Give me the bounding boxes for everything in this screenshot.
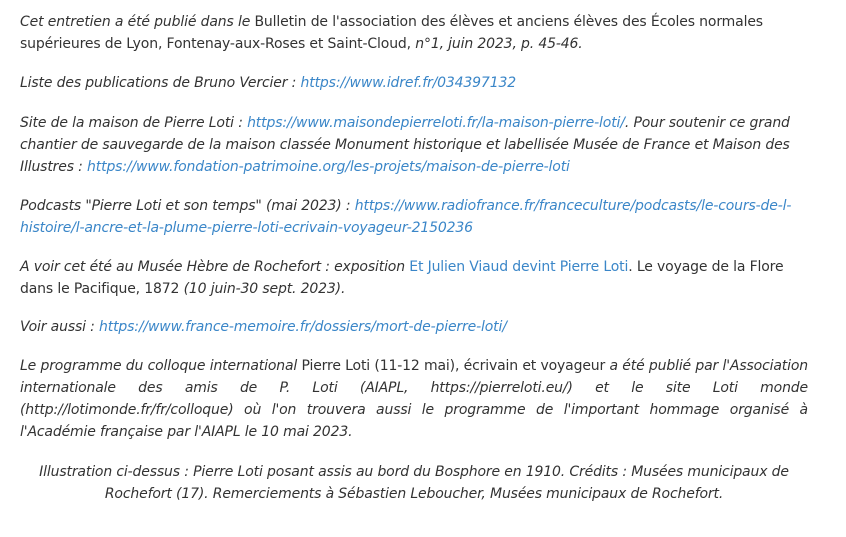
see-also-label: Voir aussi :	[20, 319, 100, 335]
publication-note-ref: n°1, juin 2023, p. 45-46.	[410, 36, 583, 52]
exhibition-dates: (10 juin-30 sept. 2023).	[179, 281, 346, 297]
publications-list-label: Liste des publications de Bruno Vercier :	[20, 75, 301, 91]
publication-note	[20, 11, 808, 55]
maison-pierre-loti-link[interactable]: https://www.maisondepierreloti.fr/la-maison-pierre-loti/	[247, 115, 625, 131]
loti-house-label: Site de la maison de Pierre Loti :	[20, 115, 248, 131]
colloque-title: Pierre Loti (11-12 mai), écrivain et voyageur	[301, 358, 606, 374]
loti-house-text: . Pour soutenir ce grand chantier de sauvegarde de la maison classée Monument historique et labellisée Musée de France et Maison des Illustres :	[20, 115, 790, 175]
podcasts-note	[20, 195, 808, 239]
exhibition-title-rest: . Le voyage de la Flore dans le Pacifique, 1872	[20, 259, 784, 297]
exhibition-intro: A voir cet été au Musée Hèbre de Rochefort : exposition	[20, 259, 410, 275]
colloque-text: a été publié par l'Association internationale des amis de P. Loti (AIAPL, https://pierreloti.eu/) et le site Loti monde (http://lotimonde.fr/fr/colloque) où l'on trouvera aussi le programme de l'important hommage organisé à l'Académie française par l'AIAPL le 10 mai 2023.	[20, 358, 808, 440]
idref-link[interactable]: https://www.idref.fr/034397132	[300, 75, 516, 91]
radiofrance-link[interactable]: https://www.radiofrance.fr/franceculture/podcasts/le-cours-de-l-histoire/l-ancre-et-la-plume-pierre-loti-ecrivain-voyageur-2150236	[20, 198, 792, 236]
france-memoire-link[interactable]: https://www.france-memoire.fr/dossiers/mort-de-pierre-loti/	[99, 319, 507, 335]
publication-note-intro: Cet entretien a été publié dans le	[20, 14, 255, 30]
colloque-note	[20, 355, 808, 443]
exhibition-note	[20, 256, 808, 300]
exhibition-link[interactable]: Et Julien Viaud devint Pierre Loti	[409, 259, 629, 275]
colloque-intro: Le programme du colloque international	[20, 358, 302, 374]
publications-list-note	[20, 72, 808, 94]
fondation-patrimoine-link[interactable]: https://www.fondation-patrimoine.org/les-projets/maison-de-pierre-loti	[87, 159, 570, 175]
loti-house-note	[20, 112, 808, 178]
see-also-note	[20, 316, 808, 338]
illustration-caption: Illustration ci-dessus : Pierre Loti posant assis au bord du Bosphore en 1910. Crédits : Musées municipaux de Rochefort (17). Remerciements à Sébastien Leboucher, Musées municipaux de Rochefort.	[39, 464, 789, 502]
bulletin-title: Bulletin de l'association des élèves et anciens élèves des Écoles normales supérieures de Lyon, Fontenay-aux-Roses et Saint-Cloud,	[20, 14, 763, 52]
podcasts-label: Podcasts "Pierre Loti et son temps" (mai 2023) :	[20, 198, 355, 214]
